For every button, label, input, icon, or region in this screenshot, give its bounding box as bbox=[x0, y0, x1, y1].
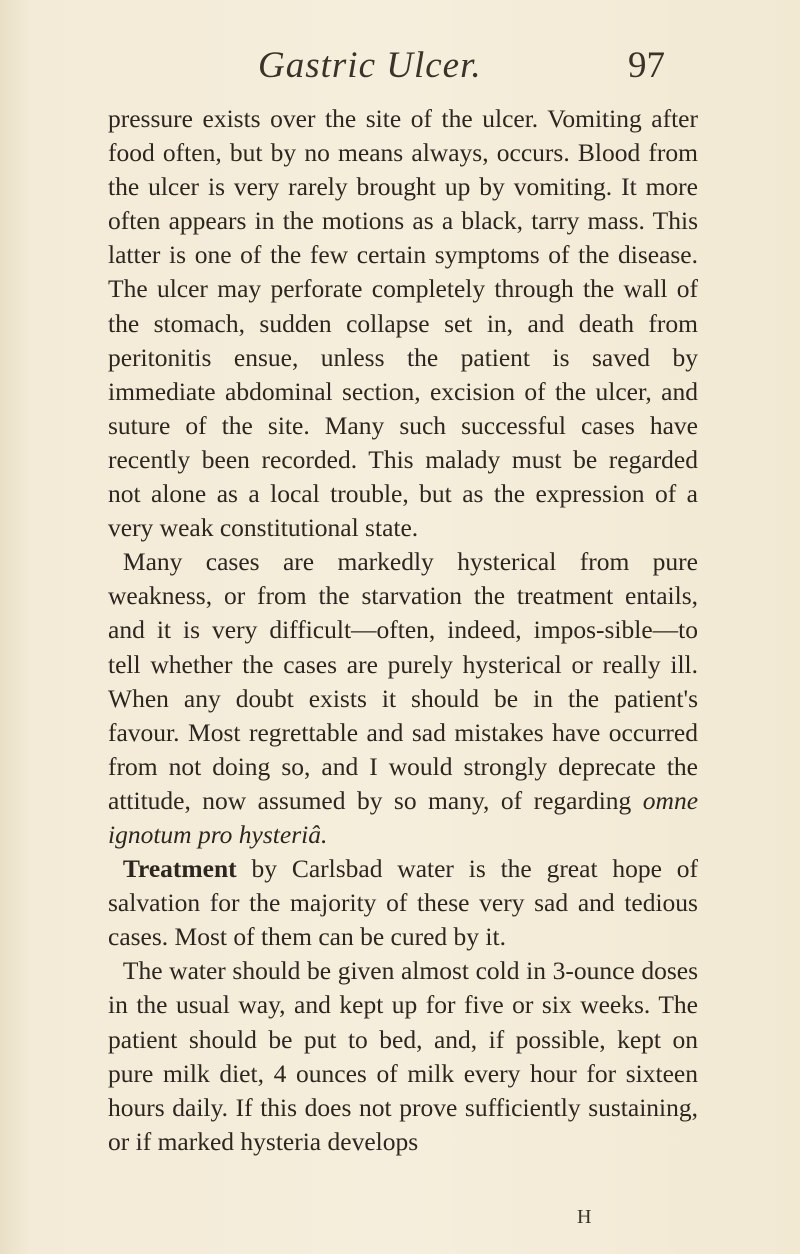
running-title: Gastric Ulcer. bbox=[258, 45, 482, 86]
paragraph-4 bbox=[108, 954, 698, 1159]
paragraph-2-text: Many cases are markedly hysterical from pure weakness, or from the starvation the treatment entails, and it is very difficult—often, indeed, impos-sible—to tell whether the cases are purely hysterical or really ill. When any doubt exists it should be in the patient's favour. Most regrettable and sad mistakes have occurred from not doing so, and I would strongly deprecate the attitude, now assumed by so many, of regarding bbox=[108, 547, 698, 815]
paragraph-1: pressure exists over the site of the ulcer. Vomiting after food often, but by no means always, occurs. Blood from the ulcer is very rarely brought up by vomiting. It more often appears in the motions as a black, tarry mass. This latter is one of the few certain symptoms of the disease. The ulcer may perforate completely through the wall of the stomach, sudden collapse set in, and death from peritonitis ensue, unless the patient is saved by immediate abdominal section, excision of the ulcer, and suture of the site. Many such successful cases have recently been recorded. This malady must be regarded not alone as a local trouble, but as the expression of a very weak constitutional state. bbox=[108, 104, 698, 543]
page-header bbox=[0, 44, 800, 94]
signature-mark: H bbox=[577, 1206, 594, 1228]
body-text bbox=[108, 102, 698, 1159]
page-number: 97 bbox=[628, 45, 665, 86]
latin-phrase: omne ignotum pro hysteriâ. bbox=[108, 785, 699, 849]
treatment-heading: Treatment bbox=[122, 854, 237, 884]
paragraph-2 bbox=[108, 545, 698, 852]
paragraph-3 bbox=[108, 852, 698, 954]
paragraph-3-text: by Carlsbad water is the great hope of salvation for the majority of these very sad and tedious cases. Most of them can be cured by it. bbox=[108, 854, 698, 952]
paragraph-4-text: The water should be given almost cold in 3-ounce doses in the usual way, and kept up for five or six weeks. The patient should be put to bed, and, if possible, kept on pure milk diet, 4 ounces of milk every hour for sixteen hours daily. If this does not prove sufficiently sustaining, or if marked hysteria develops bbox=[108, 956, 698, 1156]
